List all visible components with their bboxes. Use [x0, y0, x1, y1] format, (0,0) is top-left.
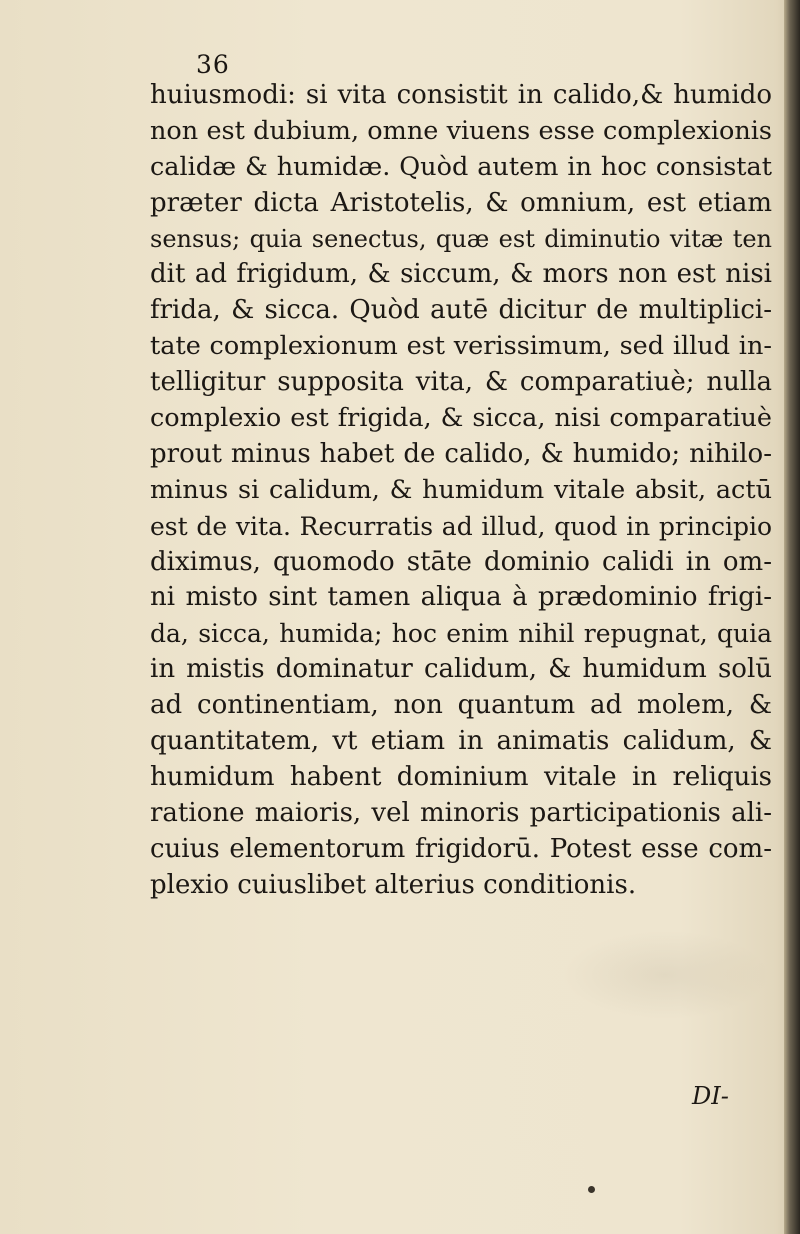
- text-line-last: plexio cuiuslibet alterius conditionis.: [150, 869, 637, 900]
- text-line: non est dubium, omne viuens esse complexionis: [150, 115, 772, 146]
- text-line: quantitatem, vt etiam in animatis calidum, &: [150, 726, 772, 757]
- text-line: ni misto sint tamen aliqua à prædominio frigi-: [150, 582, 772, 613]
- text-line: cuius elementorum frigidorū. Potest esse com-: [150, 833, 772, 864]
- text-line: tate complexionum est verissimum, sed illud in-: [150, 331, 772, 362]
- text-line: prout minus habet de calido, & humido; nihilo-: [150, 438, 772, 469]
- text-line: humidum habent dominium vitale in reliquis: [150, 761, 772, 792]
- text-line: ad continentiam, non quantum ad molem, &: [150, 690, 772, 721]
- text-line: est de vita. Recurratis ad illud, quod in principio: [150, 511, 772, 541]
- page-number: 36: [196, 50, 230, 79]
- text-line: in mistis dominatur calidum, & humidum solū: [150, 654, 772, 685]
- text-line: telligitur supposita vita, & comparatiuè; nulla: [150, 367, 772, 398]
- text-line: huiusmodi: si vita consistit in calido,& humido: [150, 80, 772, 110]
- text-line: complexio est frigida, & sicca, nisi comparatiuè: [150, 403, 772, 434]
- text-line: frida, & sicca. Quòd autē dicitur de multiplici-: [150, 295, 772, 326]
- text-line: da, sicca, humida; hoc enim nihil repugnat, quia: [150, 619, 772, 649]
- binding-edge: [784, 0, 800, 1234]
- text-line: præter dicta Aristotelis, & omnium, est etiam: [150, 187, 772, 218]
- ink-speck: [588, 1186, 595, 1193]
- text-line: diximus, quomodo stāte dominio calidi in om-: [150, 546, 772, 577]
- text-line: sensus; quia senectus, quæ est diminutio vitæ ten: [150, 224, 772, 253]
- text-line: minus si calidum, & humidum vitale absit, actū: [150, 474, 772, 505]
- text-line: ratione maioris, vel minoris participationis ali-: [150, 797, 772, 828]
- ink-bleed-through: [560, 930, 770, 1020]
- text-line: dit ad frigidum, & siccum, & mors non est nisi: [150, 259, 772, 290]
- body-text: [150, 78, 772, 903]
- catchword: DI-: [692, 1082, 729, 1110]
- text-line: calidæ & humidæ. Quòd autem in hoc consistat: [150, 151, 772, 182]
